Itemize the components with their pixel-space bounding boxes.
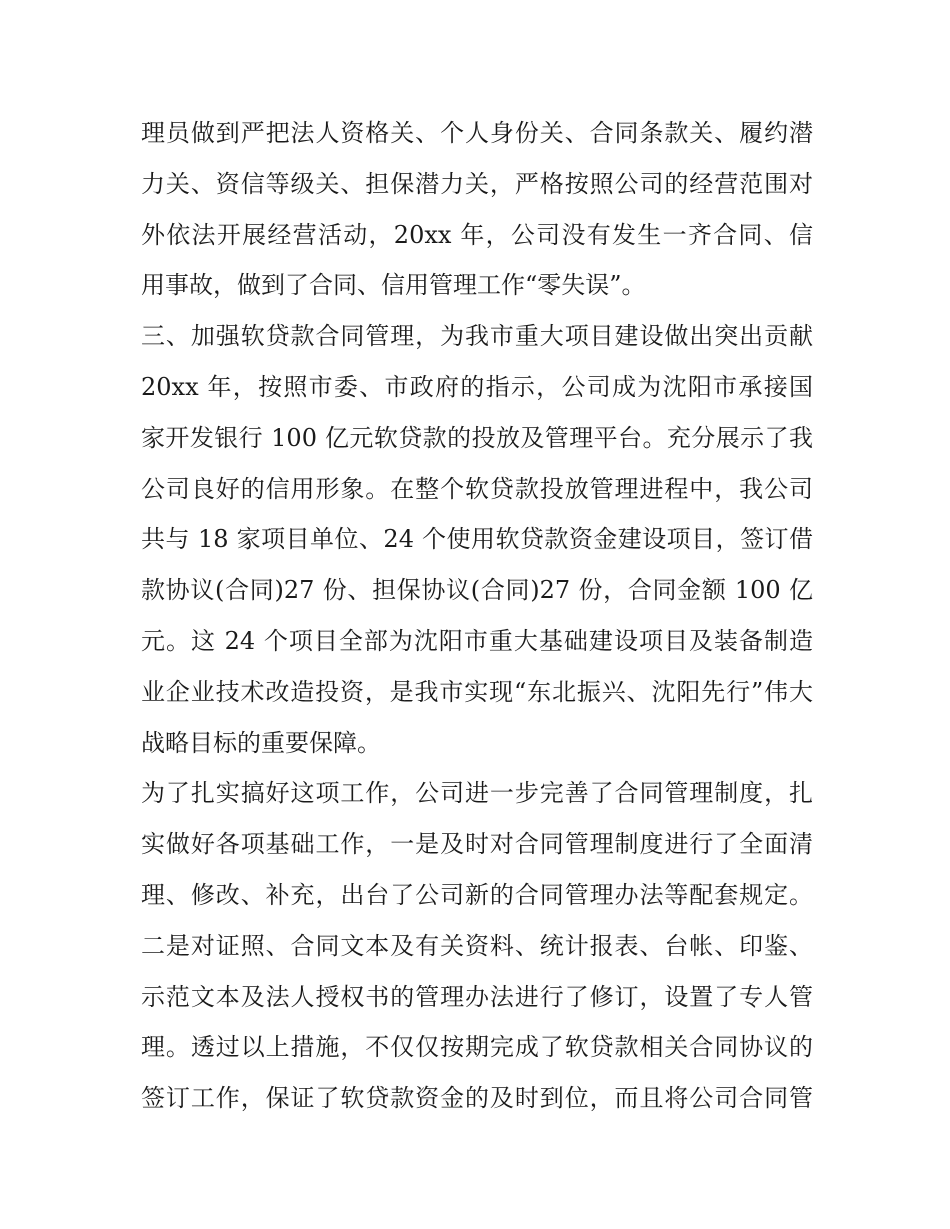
text-line: 外依法开展经营活动，20xx 年，公司没有发生一齐合同、信: [141, 220, 813, 249]
section-heading: 三、加强软贷款合同管理，为我市重大项目建设做出突出贡献: [141, 322, 813, 351]
text-line: 为了扎实搞好这项工作，公司进一步完善了合同管理制度，扎: [141, 779, 813, 808]
text-line: 签订工作，保证了软贷款资金的及时到位，而且将公司合同管: [141, 1084, 813, 1113]
text-line: 二是对证照、合同文本及有关资料、统计报表、台帐、印鉴、: [141, 931, 813, 960]
text-line: 示范文本及法人授权书的管理办法进行了修订，设置了专人管: [141, 982, 813, 1011]
text-line: 家开发银行 100 亿元软贷款的投放及管理平台。充分展示了我: [141, 423, 813, 452]
text-line: 共与 18 家项目单位、24 个使用软贷款资金建设项目，签订借: [141, 525, 813, 554]
text-line: 款协议(合同)27 份、担保协议(合同)27 份，合同金额 100 亿: [141, 576, 813, 605]
text-line: 元。这 24 个项目全部为沈阳市重大基础建设项目及装备制造: [141, 626, 813, 655]
text-line: 战略目标的重要保障。: [141, 728, 381, 757]
text-line: 用事故，做到了合同、信用管理工作“零失误”。: [141, 271, 646, 300]
text-line: 理员做到严把法人资格关、个人身份关、合同条款关、履约潜: [141, 119, 813, 147]
text-line: 力关、资信等级关、担保潜力关，严格按照公司的经营范围对: [141, 169, 813, 198]
text-line: 公司良好的信用形象。在整个软贷款投放管理进程中，我公司: [141, 474, 813, 503]
text-line: 理、修改、补充，出台了公司新的合同管理办法等配套规定。: [141, 880, 813, 909]
document-body: [141, 108, 813, 1124]
text-line: 实做好各项基础工作，一是及时对合同管理制度进行了全面清: [141, 830, 813, 859]
text-line: 理。透过以上措施，不仅仅按期完成了软贷款相关合同协议的: [141, 1033, 813, 1062]
text-line: 业企业技术改造投资，是我市实现“东北振兴、沈阳先行”伟大: [141, 677, 813, 706]
text-line: 20xx 年，按照市委、市政府的指示，公司成为沈阳市承接国: [141, 372, 813, 401]
